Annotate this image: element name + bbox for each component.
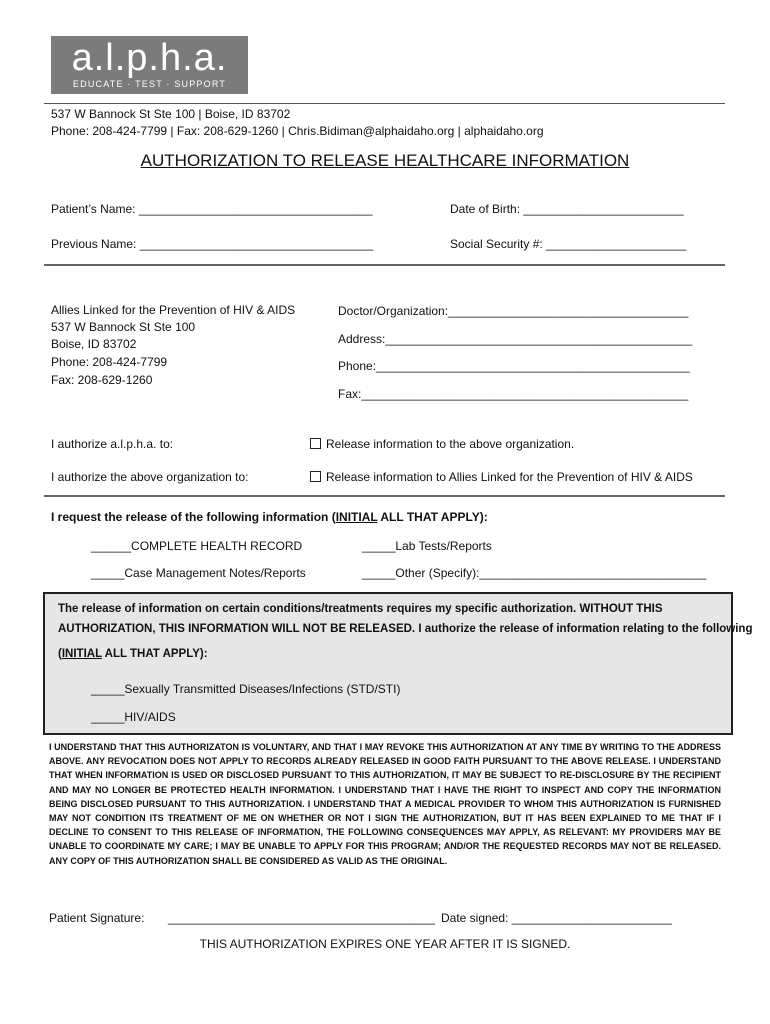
request-heading-initial: INITIAL <box>335 510 378 524</box>
recipient-address-field[interactable]: Address:______________________________________________ <box>338 332 693 346</box>
header-divider <box>44 103 725 104</box>
hiv-aids-field[interactable]: _____HIV/AIDS <box>91 710 176 724</box>
org-name: Allies Linked for the Prevention of HIV & AIDS <box>51 303 296 317</box>
date-signed-field[interactable]: Date signed: ________________________ <box>441 911 672 925</box>
signature-label: Patient Signature: <box>49 911 145 925</box>
case-management-field[interactable]: _____Case Management Notes/Reports <box>91 566 306 580</box>
org-city: Boise, ID 83702 <box>51 337 137 351</box>
authorize-alpha-label: I authorize a.l.p.h.a. to: <box>51 437 174 451</box>
dob-field[interactable]: Date of Birth: ________________________ <box>450 202 684 216</box>
org-street: 537 W Bannock St Ste 100 <box>51 320 196 334</box>
lab-tests-field[interactable]: _____Lab Tests/Reports <box>362 539 492 553</box>
request-heading-suffix: ALL THAT APPLY): <box>377 510 488 524</box>
other-specify-field[interactable]: _____Other (Specify):__________________________________ <box>362 566 707 580</box>
section-divider <box>44 495 725 497</box>
authorize-organization-label: I authorize the above organization to: <box>51 470 249 484</box>
understanding-paragraph: I UNDERSTAND THAT THIS AUTHORIZATON IS VOLUNTARY, AND THAT I MAY REVOKE THIS AUTHORIZATION AT ANY TIME BY WRITING TO THE ADDRESS ABOVE. ANY REVOCATION DOES NOT APPLY TO RECORDS ALREADY RELEASED IN GOOD FAITH PURSUANT TO THE ABOVE RELEASE. I UNDERSTAND THAT WHEN INFORMATION IS USED OR DISCLOSED PURSUANT TO THIS AUTHORIZATION, IT MAY BE SUBJECT TO RE-DISCLOSURE BY THE RECIPIENT AND MAY NO LONGER BE PROTECTED HEALTH INFORMATION. I UNDERSTAND THAT I HAVE THE RIGHT TO INSPECT AND COPY THE INFORMATION BEING DISCLOSED PURSUANT TO THIS AUTHORIZATION. I UNDERSTAND THAT A MEDICAL PROVIDER TO WHOM THIS AUTHORIZATION IS FURNISHED MAY NOT CONDITION ITS TREATMENT OF ME ON WHETHER OR NOT I SIGN THE AUTHORIZATION, BUT IT HAS BEEN EXPLAINED TO ME THAT IF I DECLINE TO CONSENT TO THIS RELEASE OF INFORMATION, THE FOLLOWING CONSEQUENCES MAY APPLY, AS RELEVANT: MY PROVIDERS MAY BE UNABLE TO COORDINATE MY CARE; I MAY BE UNABLE TO APPLY FOR THIS PROGRAM; AND/OR THE REQUESTED RECORDS MAY NOT BE RELEASED. ANY COPY OF THIS AUTHORIZATION SHALL BE CONSIDERED AS VALID AS THE ORIGINAL. <box>49 742 721 866</box>
complete-health-record-field[interactable]: ______COMPLETE HEALTH RECORD <box>91 539 303 553</box>
release-to-organization-option[interactable] <box>310 437 574 451</box>
previous-name-field[interactable]: Previous Name: ___________________________________ <box>51 237 374 251</box>
logo-mark: a.l.p.h.a. <box>71 37 228 79</box>
special-suffix: ALL THAT APPLY): <box>101 648 208 660</box>
special-notice-line1: The release of information on certain conditions/treatments requires my specific authorization. WITHOUT THIS <box>58 603 663 615</box>
signature-line[interactable]: ________________________________________ <box>168 911 435 925</box>
alpha-logo <box>51 36 248 94</box>
section-divider <box>44 264 725 266</box>
release-to-allies-label: Release information to Allies Linked for the Prevention of HIV & AIDS <box>326 470 693 484</box>
logo-tagline: EDUCATE · TEST · SUPPORT <box>72 79 227 89</box>
release-to-allies-option[interactable] <box>310 470 693 484</box>
request-heading-prefix: I request the release of the following information ( <box>51 510 336 524</box>
patient-name-field[interactable]: Patient’s Name: ___________________________________ <box>51 202 373 216</box>
header-address: 537 W Bannock St Ste 100 | Boise, ID 83702 <box>51 107 291 121</box>
expiration-notice: THIS AUTHORIZATION EXPIRES ONE YEAR AFTER IT IS SIGNED. <box>199 937 571 951</box>
release-to-allies-checkbox[interactable] <box>310 471 321 482</box>
org-fax: Fax: 208-629-1260 <box>51 373 153 387</box>
org-phone: Phone: 208-424-7799 <box>51 355 168 369</box>
special-initial: INITIAL <box>61 648 102 660</box>
recipient-phone-field[interactable]: Phone:_______________________________________________ <box>338 359 690 373</box>
std-sti-field[interactable]: _____Sexually Transmitted Diseases/Infections (STD/STI) <box>91 682 401 696</box>
ssn-field[interactable]: Social Security #: _____________________ <box>450 237 687 251</box>
recipient-fax-field[interactable]: Fax:_________________________________________________ <box>338 387 689 401</box>
release-to-organization-checkbox[interactable] <box>310 438 321 449</box>
special-notice-line2: AUTHORIZATION, THIS INFORMATION WILL NOT BE RELEASED. I authorize the release of information relating to the following <box>58 623 753 635</box>
doctor-organization-field[interactable]: Doctor/Organization:____________________________________ <box>338 304 689 318</box>
header-contact: Phone: 208-424-7799 | Fax: 208-629-1260 | Chris.Bidiman@alphaidaho.org | alphaidaho.org <box>51 124 544 138</box>
release-to-organization-label: Release information to the above organization. <box>326 437 575 451</box>
special-notice-line3: (INITIAL ALL THAT APPLY): <box>58 648 208 660</box>
request-heading <box>51 510 488 524</box>
page-title: AUTHORIZATION TO RELEASE HEALTHCARE INFORMATION <box>140 151 630 170</box>
